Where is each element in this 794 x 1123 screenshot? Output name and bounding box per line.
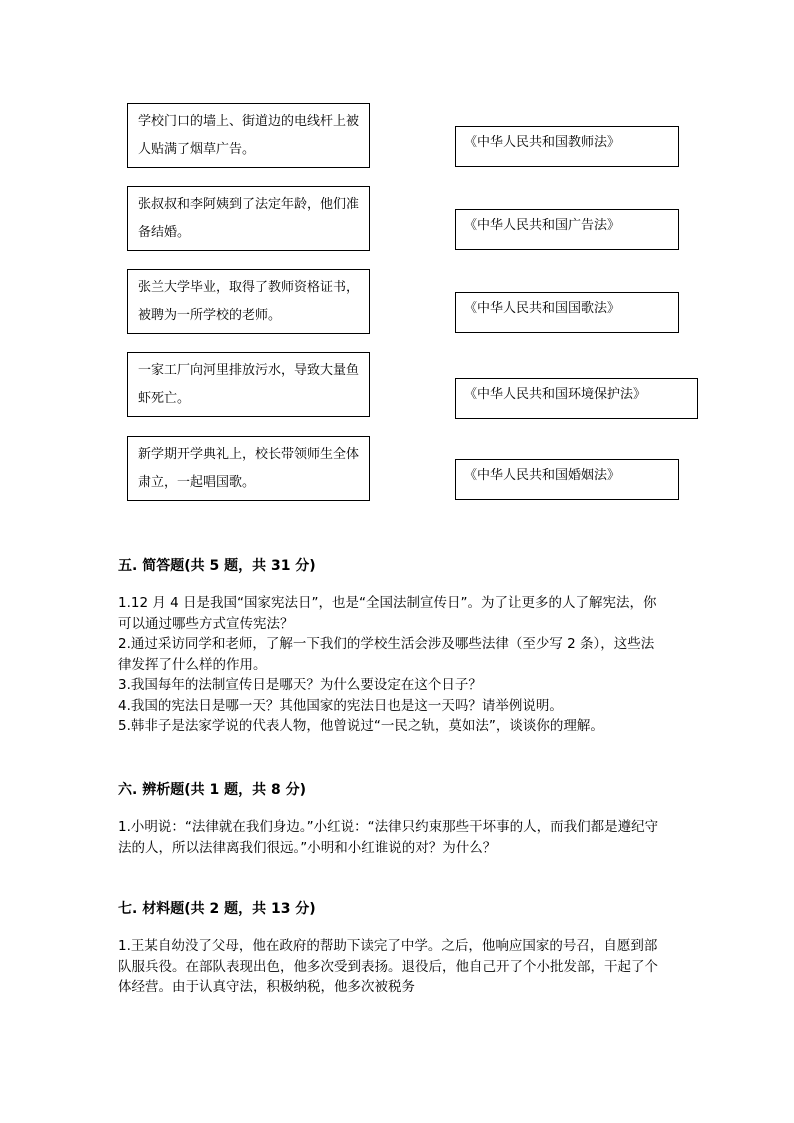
- scenario-text: 张兰大学毕业，取得了教师资格证书，被聘为一所学校的老师。: [138, 280, 360, 323]
- scenario-text: 一家工厂向河里排放污水，导致大量鱼虾死亡。: [138, 363, 360, 406]
- scenario-box-4: [127, 352, 370, 417]
- question-item: 4.我国的宪法日是哪一天？其他国家的宪法日也是这一天吗？请举例说明。: [118, 697, 563, 714]
- scenario-box-2: [127, 186, 370, 251]
- scenario-text: 张叔叔和李阿姨到了法定年龄，他们准备结婚。: [138, 197, 360, 240]
- scenario-box-5: [127, 436, 370, 501]
- section-heading-analysis: 六. 辨析题(共 1 题，共 8 分): [118, 782, 306, 798]
- section-heading-short-answer: 五. 简答题(共 5 题，共 31 分): [118, 558, 316, 574]
- material-questions: [118, 936, 666, 998]
- question-item: 5.韩非子是法家学说的代表人物，他曾说过“一民之轨，莫如法”，谈谈你的理解。: [118, 718, 604, 734]
- scenario-text: 学校门口的墙上、街道边的电线杆上被人贴满了烟草广告。: [138, 114, 360, 157]
- section-heading-material: 七. 材料题(共 2 题，共 13 分): [118, 901, 316, 917]
- analysis-questions: [118, 817, 666, 858]
- law-box-2: [455, 209, 679, 250]
- law-text: 《中华人民共和国国歌法》: [464, 301, 621, 316]
- scenario-box-3: [127, 269, 370, 334]
- question-item: 1.王某自幼没了父母，他在政府的帮助下读完了中学。之后，他响应国家的号召，自愿到部队服兵役。在部队表现出色，他多次受到表扬。退役后，他自己开了个小批发部，干起了个体经营。由于认真守法，积极纳税，他多次被税务: [118, 938, 658, 995]
- law-text: 《中华人民共和国婚姻法》: [464, 468, 621, 483]
- law-box-1: [455, 126, 679, 167]
- law-text: 《中华人民共和国教师法》: [464, 135, 621, 150]
- law-box-4: [455, 378, 698, 419]
- scenario-box-1: [127, 103, 370, 168]
- question-item: 2.通过采访同学和老师，了解一下我们的学校生活会涉及哪些法律（至少写 2 条），这些法律发挥了什么样的作用。: [118, 636, 655, 673]
- question-item: 3.我国每年的法制宣传日是哪天？为什么要设定在这个日子？: [118, 677, 482, 693]
- short-answer-questions: [118, 593, 666, 737]
- law-box-5: [455, 459, 679, 500]
- question-item: 1.12 月 4 日是我国“国家宪法日”，也是“全国法制宣传日”。为了让更多的人了解宪法，你可以通过哪些方式宣传宪法？: [118, 595, 657, 632]
- law-box-3: [455, 292, 679, 333]
- law-text: 《中华人民共和国广告法》: [464, 218, 621, 233]
- law-text: 《中华人民共和国环境保护法》: [464, 387, 647, 402]
- scenario-text: 新学期开学典礼上，校长带领师生全体肃立，一起唱国歌。: [138, 447, 360, 490]
- question-item: 1.小明说：“法律就在我们身边。”小红说：“法律只约束那些干坏事的人，而我们都是遵纪守法的人，所以法律离我们很远。”小明和小红谁说的对？为什么？: [118, 819, 659, 856]
